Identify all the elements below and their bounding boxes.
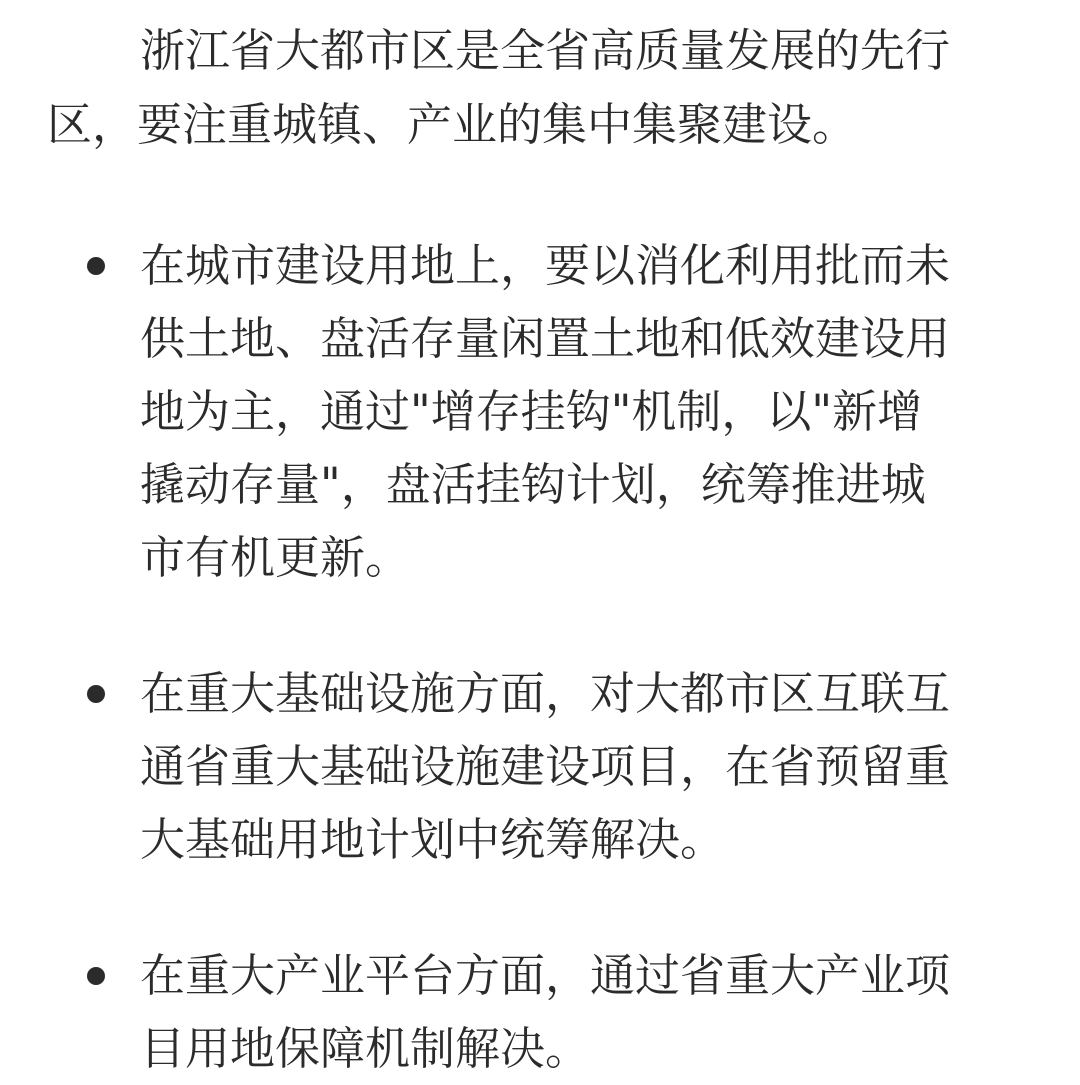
intro-line: 区，要注重城镇、产业的集中集聚建设。	[47, 98, 858, 151]
list-item-line: 在重大基础设施方面，对大都市区互联互	[140, 667, 951, 720]
bullet-dot-icon	[87, 257, 105, 275]
intro-line: 浙江省大都市区是全省高质量发展的先行	[140, 24, 951, 77]
list-item-line: 大基础用地计划中统筹解决。	[140, 813, 726, 866]
bullet-dot-icon	[87, 685, 105, 703]
list-item-line: 在城市建设用地上，要以消化利用批而未	[140, 239, 951, 292]
list-item-line: 市有机更新。	[140, 531, 411, 584]
list-item-line: 地为主，通过"增存挂钩"机制，以"新增	[140, 385, 923, 438]
list-item-line: 撬动存量"，盘活挂钩计划，统筹推进城	[140, 458, 926, 511]
list-item-line: 供土地、盘活存量闲置土地和低效建设用	[140, 312, 951, 365]
list-item-line: 目用地保障机制解决。	[140, 1022, 591, 1075]
bullet-dot-icon	[87, 967, 105, 985]
list-item-line: 通省重大基础设施建设项目，在省预留重	[140, 740, 951, 793]
list-item-line: 在重大产业平台方面，通过省重大产业项	[140, 949, 951, 1002]
